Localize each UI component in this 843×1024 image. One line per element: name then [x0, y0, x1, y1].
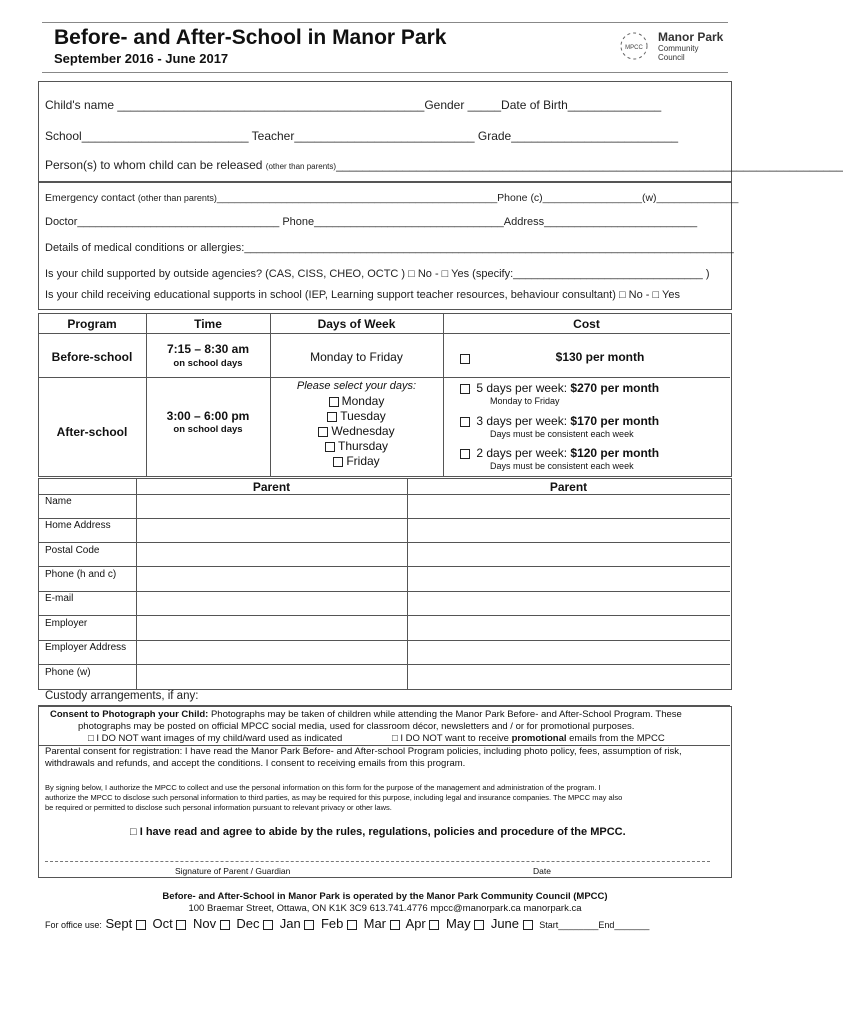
- mpcc-logo: [614, 28, 726, 64]
- svg-text:MPCC: MPCC: [625, 45, 643, 51]
- custody-field[interactable]: Custody arrangements, if any:: [45, 690, 199, 702]
- before-school-label: Before-school: [51, 350, 133, 364]
- row-phone-hc: Phone (h and c): [45, 569, 117, 580]
- select-days-prompt: Please select your days:: [296, 380, 417, 392]
- month-sept[interactable]: Sept: [106, 916, 149, 931]
- col-cost: Cost: [573, 317, 600, 331]
- after-school-time: 3:00 – 6:00 pm: [166, 409, 250, 423]
- educational-supports-field[interactable]: Is your child receiving educational supports in school (IEP, Learning support teacher resources, behaviour consultant) □ No - □ Yes: [45, 289, 680, 301]
- start-end-fields[interactable]: Start________End_______: [539, 920, 650, 930]
- privacy-text-1: By signing below, I authorize the MPCC to collect and use the personal information on this form for the purpose of the management and administration of the program. I: [45, 783, 601, 792]
- medical-conditions-field[interactable]: Details of medical conditions or allergies:________________________________________________________________________________: [45, 242, 734, 254]
- outside-agencies-field[interactable]: Is your child supported by outside agencies? (CAS, CISS, CHEO, OCTC ) □ No - □ Yes (specify:_______________________________ ): [45, 268, 710, 280]
- row-postal-code: Postal Code: [45, 545, 100, 556]
- release-label: Person(s) to whom child can be released: [45, 158, 263, 172]
- form-title: Before- and After-School in Manor Park: [54, 26, 447, 49]
- photo-consent-text: Consent to Photograph your Child: Photographs may be taken of children while attending the Manor Park Before- and After-School Program. These: [50, 709, 682, 720]
- month-mar[interactable]: Mar: [364, 916, 403, 931]
- month-dec[interactable]: Dec: [236, 916, 276, 931]
- month-apr[interactable]: Apr: [406, 916, 443, 931]
- privacy-text-3: be required or permitted to disclose such personal information pursuant to relevant privacy or other laws.: [45, 803, 392, 812]
- option-2-days[interactable]: 2 days per week: $120 per month: [460, 446, 659, 460]
- row-employer-address: Employer Address: [45, 642, 127, 653]
- date-label: Date: [533, 866, 551, 876]
- emergency-contact-note: (other than parents): [137, 193, 217, 203]
- option-5-days-note: Monday to Friday: [490, 396, 560, 406]
- logo-org: Community Council: [658, 44, 699, 62]
- photo-consent-text-2: photographs may be posted on official MPCC social media, used for classroom décor, newsletters and / or for promotional purposes.: [78, 721, 635, 732]
- col-program: Program: [67, 317, 117, 331]
- option-3-days[interactable]: 3 days per week: $170 per month: [460, 414, 659, 428]
- col-time: Time: [194, 317, 222, 331]
- privacy-text-2: authorize the MPCC to disclose such personal information to third parties, as may be required for this purpose, including legal and insurance companies. The MPCC may also: [45, 793, 623, 802]
- row-home-address: Home Address: [45, 520, 111, 531]
- col-days: Days of Week: [317, 317, 396, 331]
- before-school-time-note: on school days: [173, 358, 243, 369]
- emergency-contact-lines: ________________________________________________Phone (c)_________________(w)______________: [216, 192, 739, 204]
- month-nov[interactable]: Nov: [193, 916, 233, 931]
- day-wednesday[interactable]: Wednesday: [270, 424, 443, 438]
- day-tuesday[interactable]: Tuesday: [270, 409, 443, 423]
- release-persons-field[interactable]: Person(s) to whom child can be released (other than parents)____________________________________________________________________________: [45, 158, 843, 172]
- registration-consent-1: Parental consent for registration: I have read the Manor Park Before- and After-school Program policies, including photo policy, fees, assumption of risk,: [45, 746, 682, 757]
- footer-address: 100 Braemar Street, Ottawa, ON K1K 3C9 613.741.4776 mpcc@manorpark.ca manorpark.ca: [188, 903, 582, 914]
- after-school-time-note: on school days: [173, 424, 243, 435]
- opt-out-images[interactable]: □ I DO NOT want images of my child/ward used as indicated: [88, 733, 343, 744]
- row-phone-w: Phone (w): [45, 667, 91, 678]
- signature-label: Signature of Parent / Guardian: [175, 866, 291, 876]
- emergency-contact-label: Emergency contact: [45, 192, 135, 204]
- agree-checkbox[interactable]: □ I have read and agree to abide by the rules, regulations, policies and procedure of the MPCC.: [130, 826, 626, 838]
- child-name-field[interactable]: Child's name ______________________________________________Gender _____Date of Birth______________: [45, 98, 662, 112]
- logo-ring-icon: [614, 28, 656, 64]
- emergency-contact-field[interactable]: [45, 192, 738, 204]
- logo-name: Manor Park: [658, 30, 724, 44]
- row-employer: Employer: [45, 618, 88, 629]
- before-school-time: 7:15 – 8:30 am: [166, 342, 250, 356]
- row-email: E-mail: [45, 593, 74, 604]
- footer-operated: Before- and After-School in Manor Park is operated by the Manor Park Community Council (MPCC): [162, 891, 608, 902]
- before-school-days: Monday to Friday: [310, 350, 403, 364]
- row-name: Name: [45, 496, 72, 507]
- office-use-label: For office use:: [45, 920, 102, 930]
- office-use-row: [45, 916, 649, 931]
- after-school-label: After-school: [56, 425, 128, 439]
- release-note: (other than parents): [265, 162, 337, 171]
- doctor-field[interactable]: Doctor_________________________________ Phone_______________________________Address_________________________: [45, 216, 698, 228]
- day-friday[interactable]: Friday: [270, 454, 443, 468]
- parent2-header: Parent: [549, 480, 588, 494]
- month-june[interactable]: June: [491, 916, 536, 931]
- signature-line[interactable]: [45, 861, 710, 862]
- day-thursday[interactable]: Thursday: [270, 439, 443, 453]
- option-5-days[interactable]: 5 days per week: $270 per month: [460, 381, 659, 395]
- month-may[interactable]: May: [446, 916, 487, 931]
- option-2-days-note: Days must be consistent each week: [490, 461, 634, 471]
- registration-consent-2: withdrawals and refunds, and accept the conditions. I consent to receiving emails from this program.: [45, 758, 466, 769]
- opt-out-emails[interactable]: □ I DO NOT want to receive promotional emails from the MPCC: [392, 733, 665, 744]
- before-school-checkbox[interactable]: [460, 350, 473, 368]
- parent1-header: Parent: [252, 480, 291, 494]
- day-monday[interactable]: Monday: [270, 394, 443, 408]
- month-oct[interactable]: Oct: [153, 916, 190, 931]
- school-teacher-grade-field[interactable]: School_________________________ Teacher___________________________ Grade_________________________: [45, 129, 679, 143]
- month-feb[interactable]: Feb: [321, 916, 360, 931]
- parent-table: [38, 478, 732, 690]
- form-subtitle: September 2016 - June 2017: [54, 51, 229, 66]
- month-jan[interactable]: Jan: [280, 916, 318, 931]
- option-3-days-note: Days must be consistent each week: [490, 429, 634, 439]
- before-school-cost: $130 per month: [555, 350, 645, 364]
